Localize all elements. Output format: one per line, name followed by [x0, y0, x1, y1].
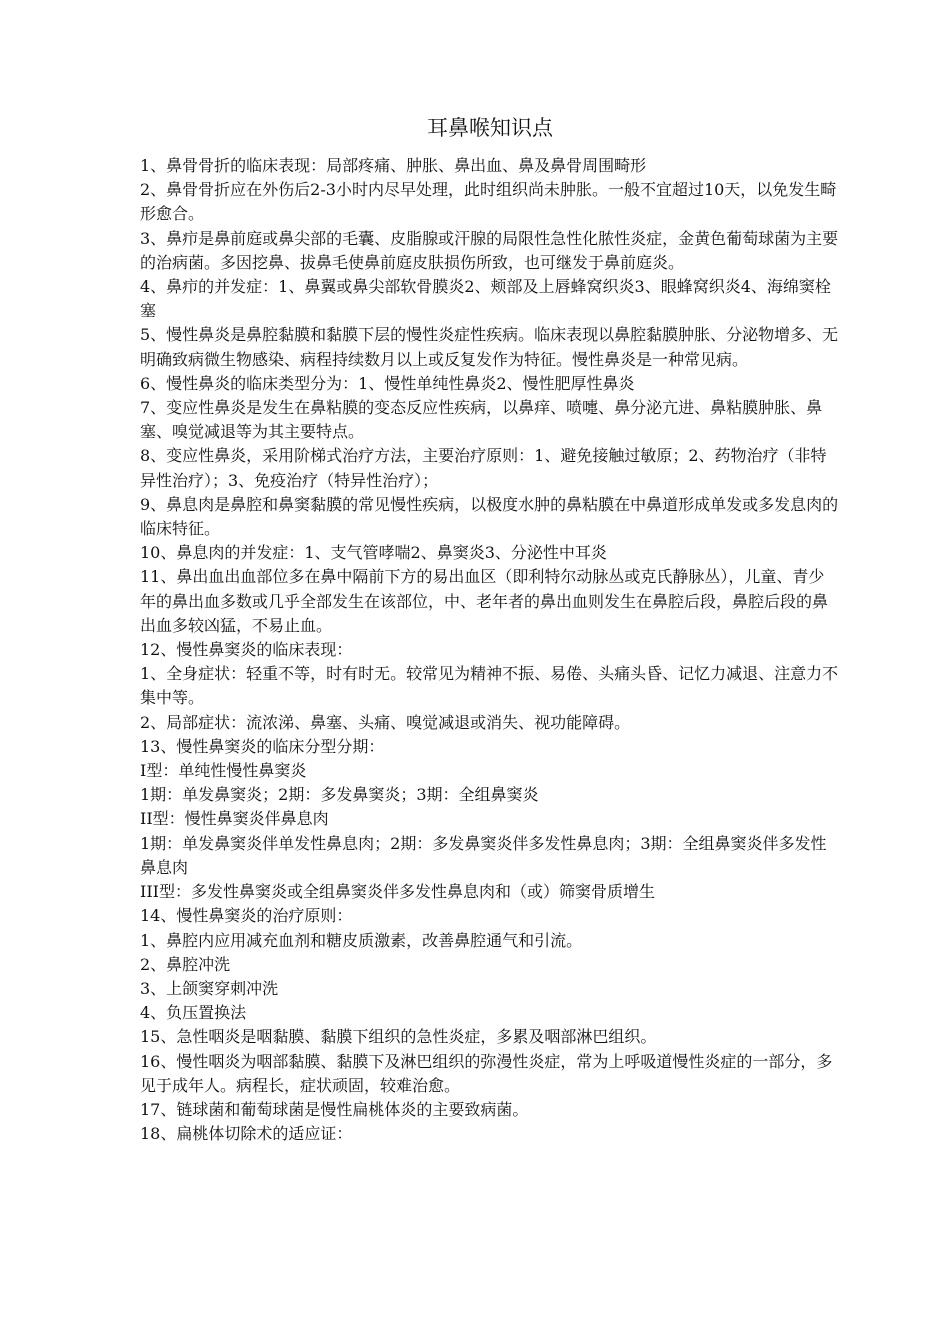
document-page — [140, 112, 840, 1146]
paragraph-16: Ⅰ型：单纯性慢性鼻窦炎 — [140, 761, 307, 781]
paragraph-9: 9、鼻息肉是鼻腔和鼻窦黏膜的常见慢性疾病，以极度水肿的鼻粘膜在中鼻道形成单发或多发息肉的临床特征。 — [140, 494, 839, 539]
paragraph-24: 3、上颌窦穿刺冲洗 — [140, 978, 279, 998]
paragraph-28: 17、链球菌和葡萄球菌是慢性扁桃体炎的主要致病菌。 — [140, 1099, 529, 1119]
paragraph-25: 4、负压置换法 — [140, 1003, 247, 1023]
paragraph-7: 7、变应性鼻炎是发生在鼻粘膜的变态反应性疾病，以鼻痒、喷嚏、鼻分泌亢进、鼻粘膜肿胀、鼻塞、嗅觉减退等为其主要特点。 — [140, 398, 823, 442]
paragraph-29: 18、扁桃体切除术的适应证： — [140, 1124, 353, 1144]
paragraph-27: 16、慢性咽炎为咽部黏膜、黏膜下及淋巴组织的弥漫性炎症，常为上呼吸道慢性炎症的一部分，多见于成年人。病程长，症状顽固，较难治愈。 — [140, 1051, 833, 1095]
paragraph-12: 12、慢性鼻窦炎的临床表现： — [140, 640, 353, 660]
paragraph-20: III型：多发性鼻窦炎或全组鼻窦炎伴多发性鼻息肉和（或）筛窦骨质增生 — [140, 882, 655, 902]
paragraph-15: 13、慢性鼻窦炎的临床分型分期： — [140, 736, 385, 756]
paragraph-3: 3、鼻疖是鼻前庭或鼻尖部的毛囊、皮脂腺或汗腺的局限性急性化脓性炎症，金黄色葡萄球菌为主要的治病菌。多因挖鼻、拔鼻毛使鼻前庭皮肤损伤所致，也可继发于鼻前庭炎。 — [140, 228, 839, 272]
paragraph-26: 15、急性咽炎是咽黏膜、黏膜下组织的急性炎症，多累及咽部淋巴组织。 — [140, 1027, 657, 1047]
paragraph-6: 6、慢性鼻炎的临床类型分为：1、慢性单纯性鼻炎2、慢性肥厚性鼻炎 — [140, 373, 635, 393]
paragraph-1: 1、鼻骨骨折的临床表现：局部疼痛、肿胀、鼻出血、鼻及鼻骨周围畸形 — [140, 156, 647, 175]
paragraph-23: 2、鼻腔冲洗 — [140, 954, 231, 974]
paragraph-10: 10、鼻息肉的并发症：1、支气管哮喘2、鼻窦炎3、分泌性中耳炎 — [140, 543, 607, 563]
paragraph-19: 1期：单发鼻窦炎伴单发性鼻息肉；2期：多发鼻窦炎伴多发性鼻息肉；3期：全组鼻窦炎伴多发性鼻息肉 — [140, 833, 827, 877]
paragraph-22: 1、鼻腔内应用减充血剂和糖皮质激素，改善鼻腔通气和引流。 — [140, 930, 583, 950]
paragraph-13: 1、全身症状：轻重不等，时有时无。较常见为精神不振、易倦、头痛头昏、记忆力减退、注意力不集中等。 — [140, 664, 839, 708]
paragraph-4: 4、鼻疖的并发症：1、鼻翼或鼻尖部软骨膜炎2、颊部及上唇蜂窝织炎3、眼蜂窝织炎4、海绵窦栓塞 — [140, 277, 831, 321]
paragraph-17: 1期：单发鼻窦炎；2期：多发鼻窦炎；3期：全组鼻窦炎 — [140, 785, 539, 805]
paragraph-5: 5、慢性鼻炎是鼻腔黏膜和黏膜下层的慢性炎症性疾病。临床表现以鼻腔黏膜肿胀、分泌物增多、无明确致病微生物感染、病程持续数月以上或反复发作为特征。慢性鼻炎是一种常见病。 — [140, 325, 839, 369]
document-title: 耳鼻喉知识点 — [427, 116, 553, 140]
paragraph-8: 8、变应性鼻炎，采用阶梯式治疗方法，主要治疗原则：1、避免接触过敏原；2、药物治疗（非特异性治疗）；3、免疫治疗（特异性治疗）； — [140, 446, 827, 490]
paragraph-2: 2、鼻骨骨折应在外伤后2-3小时内尽早处理，此时组织尚未肿胀。一般不宜超过10天，以免发生畸形愈合。 — [140, 180, 837, 224]
paragraph-11: 11、鼻出血出血部位多在鼻中隔前下方的易出血区（即利特尔动脉丛或克氏静脉丛），儿童、青少年的鼻出血多数或几乎全部发生在该部位，中、老年者的鼻出血则发生在鼻腔后段，鼻腔后段的鼻出血多较凶猛，不易止血。 — [140, 567, 829, 635]
document-body — [140, 154, 840, 1146]
paragraph-18: II型：慢性鼻窦炎伴鼻息肉 — [140, 809, 329, 829]
paragraph-21: 14、慢性鼻窦炎的治疗原则： — [140, 906, 353, 926]
paragraph-14: 2、局部症状：流浓涕、鼻塞、头痛、嗅觉减退或消失、视功能障碍。 — [140, 712, 631, 732]
